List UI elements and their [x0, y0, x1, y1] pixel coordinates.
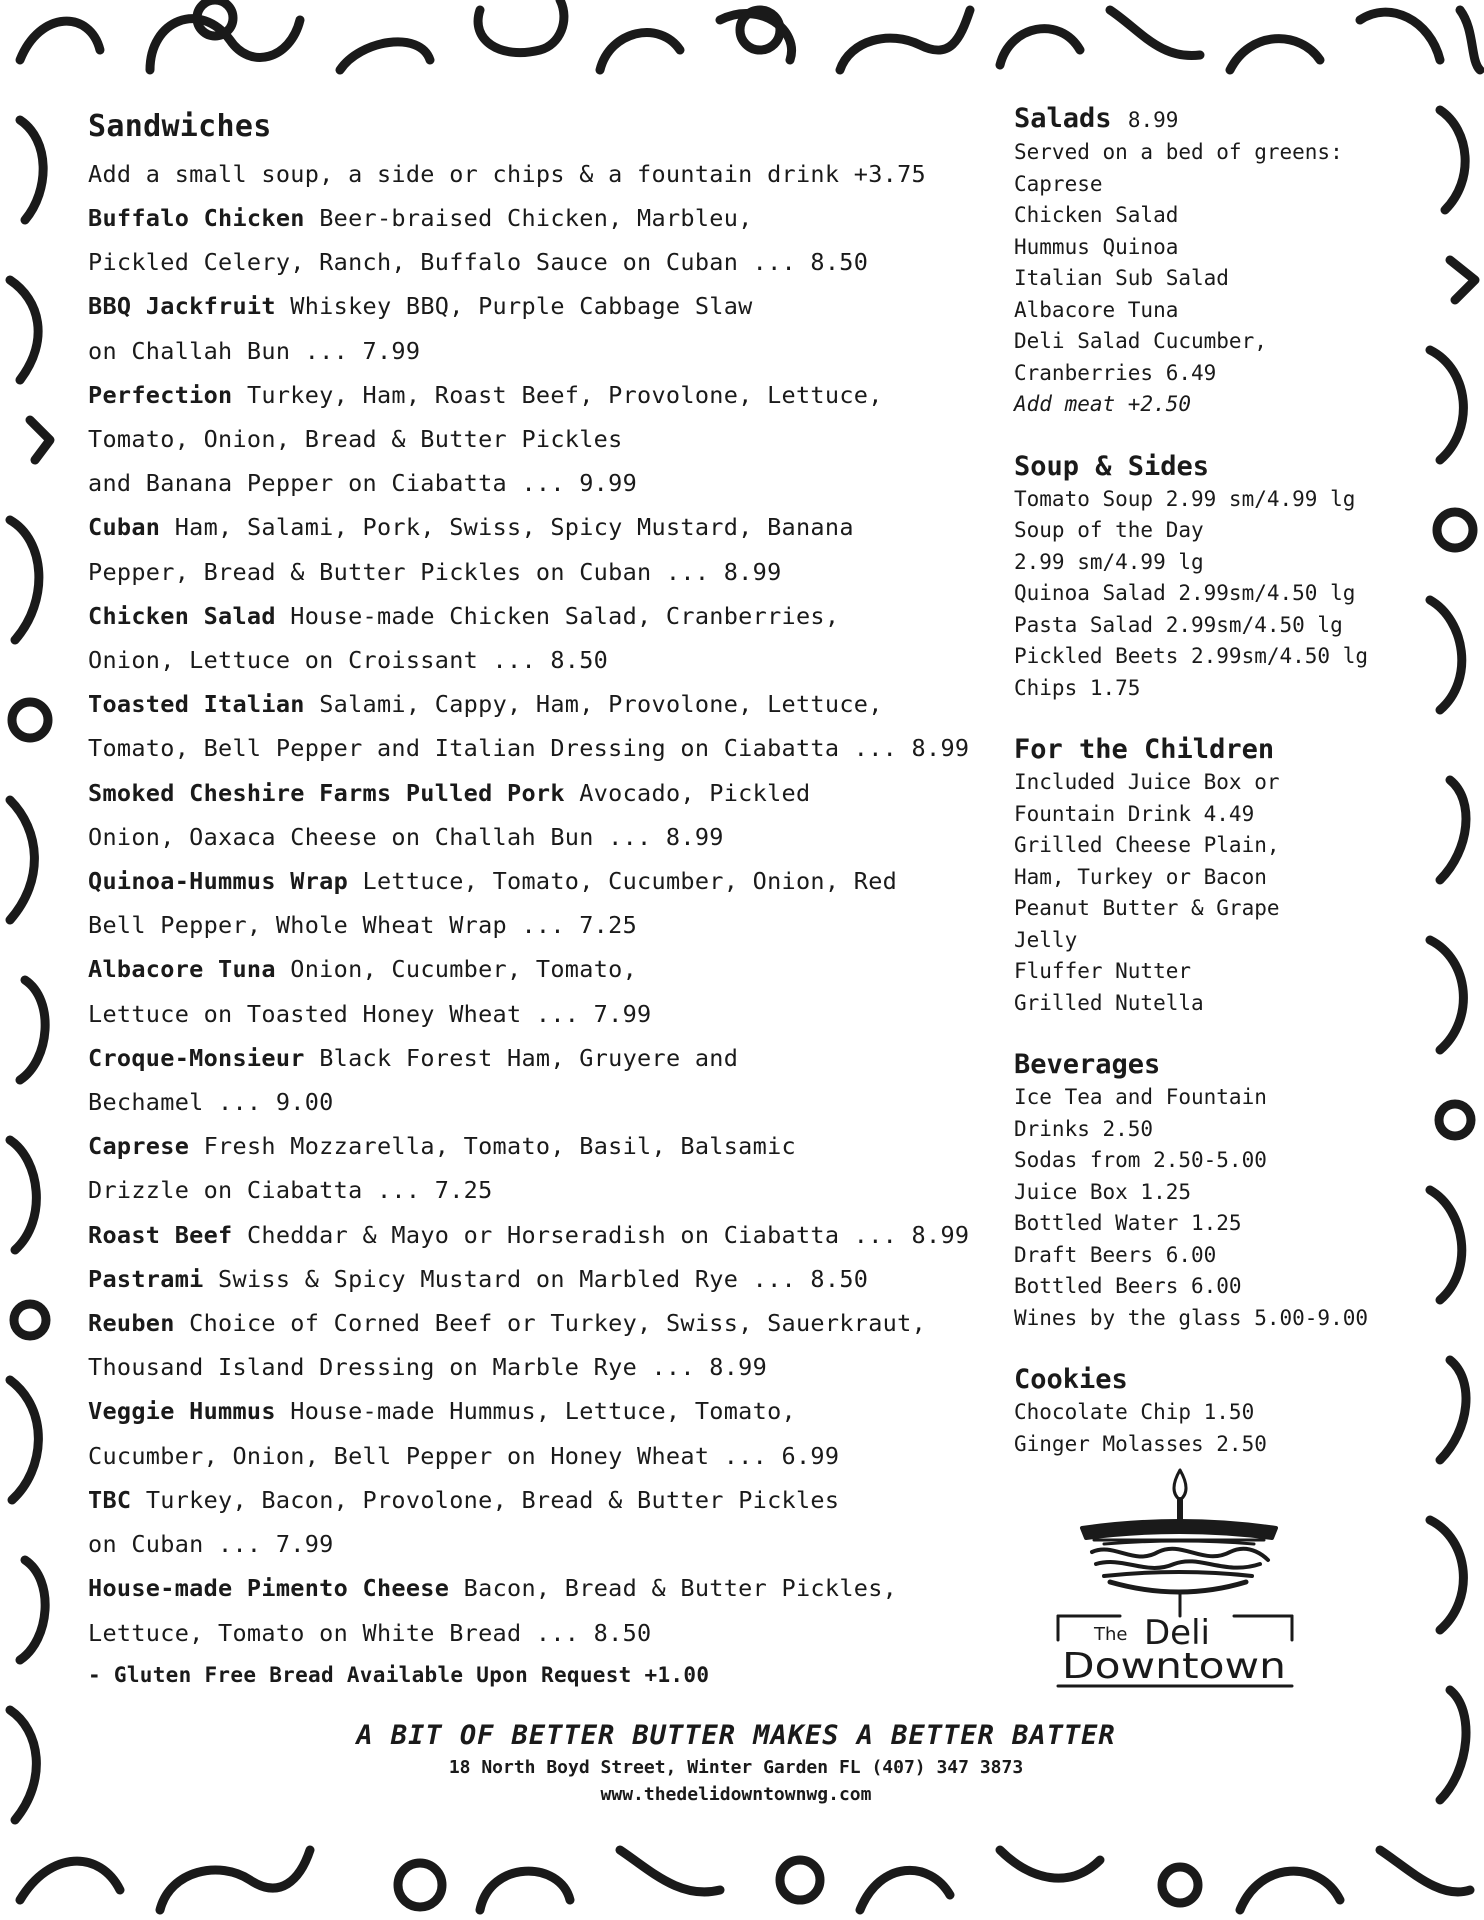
- side-section-price: 8.99: [1127, 108, 1179, 132]
- sandwich-name: TBC: [88, 1485, 132, 1514]
- side-menu-line: Bottled Water 1.25: [1014, 1211, 1242, 1235]
- sandwich-item-line: [88, 1213, 1048, 1257]
- side-menu-line: Bottled Beers 6.00: [1014, 1274, 1242, 1298]
- sandwich-description: Cheddar & Mayo or Horseradish on Ciabatta ... 8.99: [246, 1220, 970, 1249]
- sandwich-description: House-made Chicken Salad, Cranberries,: [290, 601, 840, 630]
- sandwich-item-line: [88, 771, 1048, 815]
- website-link[interactable]: www.thedelidowntownwg.com: [600, 1784, 872, 1805]
- side-menu-line: Included Juice Box or: [1014, 770, 1280, 794]
- sandwich-name: Chicken Salad: [88, 601, 276, 630]
- sandwich-name: Albacore Tuna: [88, 955, 276, 984]
- side-menu-line: Chocolate Chip 1.50: [1014, 1400, 1255, 1424]
- side-section-heading: [1014, 1048, 1414, 1082]
- side-menu-line: Albacore Tuna: [1014, 297, 1179, 322]
- logo-the-text: The: [1094, 1624, 1128, 1645]
- side-menu-column: [1014, 102, 1414, 1489]
- sandwich-name: Veggie Hummus: [88, 1397, 276, 1426]
- side-menu-line: Grilled Cheese Plain,: [1014, 833, 1280, 857]
- sandwich-description: Black Forest Ham, Gruyere and: [319, 1043, 739, 1072]
- sandwich-name: Cuban: [88, 513, 161, 542]
- sandwich-description: Beer-braised Chicken, Marbleu,: [319, 204, 753, 232]
- sandwich-name: House-made Pimento Cheese: [88, 1574, 450, 1603]
- sandwich-description: Whiskey BBQ, Purple Cabbage Slaw: [290, 292, 753, 321]
- sandwich-description: Salami, Cappy, Ham, Provolone, Lettuce,: [319, 690, 883, 719]
- sandwich-description: Turkey, Bacon, Provolone, Bread & Butter Pickles: [145, 1485, 840, 1514]
- side-section-heading: [1014, 733, 1414, 767]
- sandwich-description: Tomato, Bell Pepper and Italian Dressing on Ciabatta ... 8.99: [88, 734, 970, 763]
- side-menu-line: Ice Tea and Fountain: [1014, 1085, 1267, 1109]
- side-menu-line: Jelly: [1014, 927, 1078, 952]
- side-menu-line: Cranberries 6.49: [1014, 360, 1217, 385]
- side-menu-line: Grilled Nutella: [1014, 990, 1204, 1015]
- sandwich-item-line: [88, 947, 1048, 991]
- logo-deli-text: Deli: [1144, 1613, 1210, 1653]
- sandwich-description: Choice of Corned Beef or Turkey, Swiss, Sauerkraut,: [189, 1309, 927, 1338]
- deli-downtown-logo: [1054, 1468, 1294, 1690]
- sandwich-description: Pepper, Bread & Butter Pickles on Cuban ... 8.99: [88, 557, 782, 586]
- tagline: A BIT OF BETTER BUTTER MAKES A BETTER BATTER: [356, 1720, 1116, 1751]
- sandwich-description: Lettuce, Tomato, Cucumber, Onion, Red: [362, 867, 898, 896]
- side-section-title: Cookies: [1014, 1364, 1128, 1395]
- sandwich-item-line: [88, 550, 1048, 594]
- logo-downtown-text: Downtown: [1062, 1646, 1286, 1687]
- sandwich-description: Turkey, Ham, Roast Beef, Provolone, Lettuce,: [246, 380, 883, 409]
- sandwich-item-line: [88, 240, 1048, 284]
- sandwich-description: Onion, Lettuce on Croissant ... 8.50: [88, 646, 609, 675]
- side-menu-line: Fluffer Nutter: [1014, 959, 1192, 983]
- footer: [58, 1718, 1414, 1808]
- sandwich-description: Onion, Cucumber, Tomato,: [290, 955, 638, 984]
- sandwich-name: Quinoa-Hummus Wrap: [88, 867, 349, 896]
- sandwich-description: Pickled Celery, Ranch, Buffalo Sauce on Cuban ... 8.50: [88, 248, 869, 277]
- sandwich-name: Caprese: [88, 1132, 190, 1161]
- side-menu-line: Drinks 2.50: [1014, 1116, 1154, 1141]
- sandwich-description: Swiss & Spicy Mustard on Marbled Rye ... 8.50: [218, 1264, 869, 1293]
- side-menu-line: Tomato Soup 2.99 sm/4.99 lg: [1014, 486, 1356, 511]
- sandwich-item-line: [88, 1257, 1048, 1301]
- sandwich-item-line: [88, 329, 1048, 373]
- sandwich-item-line: [88, 461, 1048, 505]
- sandwich-description: House-made Hummus, Lettuce, Tomato,: [290, 1397, 796, 1426]
- sandwich-item-line: [88, 1478, 1048, 1522]
- gluten-free-note: - Gluten Free Bread Available Upon Request +1.00: [88, 1662, 710, 1687]
- sandwich-description: Lettuce on Toasted Honey Wheat ... 7.99: [88, 999, 652, 1028]
- side-menu-line: Hummus Quinoa: [1014, 234, 1179, 259]
- sandwich-item-line: [88, 1168, 1048, 1212]
- sandwich-description: on Challah Bun ... 7.99: [88, 336, 421, 365]
- sandwich-name: Croque-Monsieur: [88, 1043, 305, 1072]
- side-section: [1014, 1048, 1414, 1334]
- side-section: [1014, 450, 1414, 705]
- sandwich-item-line: [88, 373, 1048, 417]
- side-menu-line: Served on a bed of greens:: [1014, 140, 1343, 164]
- sandwich-item-line: [88, 1434, 1048, 1478]
- sandwich-name: Roast Beef: [88, 1220, 233, 1249]
- sandwich-name: BBQ Jackfruit: [88, 292, 276, 321]
- sandwich-description: Avocado, Pickled: [579, 778, 811, 807]
- sandwich-item-line: [88, 682, 1048, 726]
- sandwich-description: Lettuce, Tomato on White Bread ... 8.50: [88, 1618, 652, 1647]
- side-menu-line: Sodas from 2.50-5.00: [1014, 1148, 1267, 1172]
- sandwich-description: Bechamel ... 9.00: [88, 1088, 334, 1117]
- sandwich-list: [88, 196, 1048, 1655]
- sandwich-description: Bell Pepper, Whole Wheat Wrap ... 7.25: [88, 911, 638, 940]
- sandwich-item-line: [88, 284, 1048, 328]
- sandwich-item-line: [88, 859, 1048, 903]
- sandwiches-heading: Sandwiches: [88, 109, 272, 144]
- sandwiches-note: Add a small soup, a side or chips & a fountain drink +3.75: [88, 160, 926, 188]
- side-menu-line: 2.99 sm/4.99 lg: [1014, 549, 1204, 574]
- sandwich-description: Thousand Island Dressing on Marble Rye ... 8.99: [88, 1353, 768, 1382]
- sandwich-item-line: [88, 815, 1048, 859]
- menu-panel: [58, 78, 1414, 1833]
- sandwich-description: Tomato, Onion, Bread & Butter Pickles: [88, 425, 623, 454]
- sandwich-description: Cucumber, Onion, Bell Pepper on Honey Wheat ... 6.99: [88, 1441, 840, 1470]
- sandwich-description: Onion, Oaxaca Cheese on Challah Bun ... 8.99: [88, 822, 724, 851]
- sandwich-item-line: [88, 505, 1048, 549]
- sandwich-name: Perfection: [88, 380, 233, 409]
- sandwich-description: Drizzle on Ciabatta ... 7.25: [88, 1176, 493, 1205]
- sandwich-description: Fresh Mozzarella, Tomato, Basil, Balsamic: [203, 1132, 796, 1161]
- sandwich-item-line: [88, 1566, 1048, 1610]
- sandwich-item-line: [88, 1345, 1048, 1389]
- sandwich-item-line: [88, 903, 1048, 947]
- side-section-heading: [1014, 450, 1414, 484]
- sandwich-item-line: [88, 1036, 1048, 1080]
- sandwich-name: Reuben: [88, 1309, 175, 1338]
- side-section: [1014, 102, 1414, 421]
- sandwich-item-line: [88, 196, 1048, 240]
- sandwich-item-line: [88, 726, 1048, 770]
- side-menu-line: Caprese: [1014, 171, 1103, 196]
- address: 18 North Boyd Street, Winter Garden FL (407) 347 3873: [448, 1757, 1024, 1778]
- side-section-title: Salads: [1014, 103, 1112, 134]
- side-section-heading: [1014, 1363, 1414, 1397]
- side-menu-line: Chicken Salad: [1014, 203, 1179, 227]
- sandwich-description: on Cuban ... 7.99: [88, 1530, 334, 1559]
- side-menu-line: Add meat +2.50: [1014, 392, 1192, 416]
- side-menu-line: Fountain Drink 4.49: [1014, 801, 1255, 826]
- sandwich-name: Buffalo Chicken: [88, 204, 305, 232]
- sandwich-description: and Banana Pepper on Ciabatta ... 9.99: [88, 469, 638, 498]
- sandwich-name: Pastrami: [88, 1264, 204, 1293]
- side-menu-line: Ginger Molasses 2.50: [1014, 1431, 1267, 1456]
- sandwich-item-line: [88, 594, 1048, 638]
- sandwich-item-line: [88, 1080, 1048, 1124]
- side-section-heading: [1014, 102, 1414, 137]
- side-menu-line: Chips 1.75: [1014, 675, 1141, 700]
- sandwich-item-line: [88, 992, 1048, 1036]
- sandwich-name: Smoked Cheshire Farms Pulled Pork: [88, 778, 565, 807]
- side-section-title: Soup & Sides: [1014, 450, 1210, 482]
- side-section: [1014, 1363, 1414, 1460]
- side-menu-line: Juice Box 1.25: [1014, 1179, 1192, 1204]
- side-menu-line: Quinoa Salad 2.99sm/4.50 lg: [1014, 581, 1356, 605]
- sandwich-item-line: [88, 1124, 1048, 1168]
- sandwich-item-line: [88, 638, 1048, 682]
- side-section: [1014, 733, 1414, 1019]
- sandwich-description: Bacon, Bread & Butter Pickles,: [463, 1574, 898, 1603]
- side-menu-line: Wines by the glass 5.00-9.00: [1014, 1305, 1369, 1330]
- side-menu-line: Pasta Salad 2.99sm/4.50 lg: [1014, 612, 1343, 637]
- side-section-title: For the Children: [1014, 734, 1275, 765]
- sandwiches-section: [88, 106, 1048, 1697]
- sandwich-item-line: [88, 1301, 1048, 1345]
- sandwich-item-line: [88, 417, 1048, 461]
- side-menu-line: Italian Sub Salad: [1014, 266, 1229, 290]
- sandwich-item-line: [88, 1389, 1048, 1433]
- side-menu-line: Pickled Beets 2.99sm/4.50 lg: [1014, 644, 1369, 668]
- side-menu-line: Soup of the Day: [1014, 518, 1204, 542]
- side-menu-line: Peanut Butter & Grape: [1014, 896, 1280, 920]
- sandwich-name: Toasted Italian: [88, 690, 305, 719]
- sandwich-item-line: [88, 1611, 1048, 1655]
- sandwich-item-line: [88, 1522, 1048, 1566]
- side-section-title: Beverages: [1014, 1049, 1161, 1080]
- sandwich-description: Ham, Salami, Pork, Swiss, Spicy Mustard, Banana: [174, 513, 854, 542]
- side-menu-line: Draft Beers 6.00: [1014, 1242, 1217, 1267]
- side-menu-line: Deli Salad Cucumber,: [1014, 329, 1267, 353]
- side-menu-line: Ham, Turkey or Bacon: [1014, 864, 1267, 889]
